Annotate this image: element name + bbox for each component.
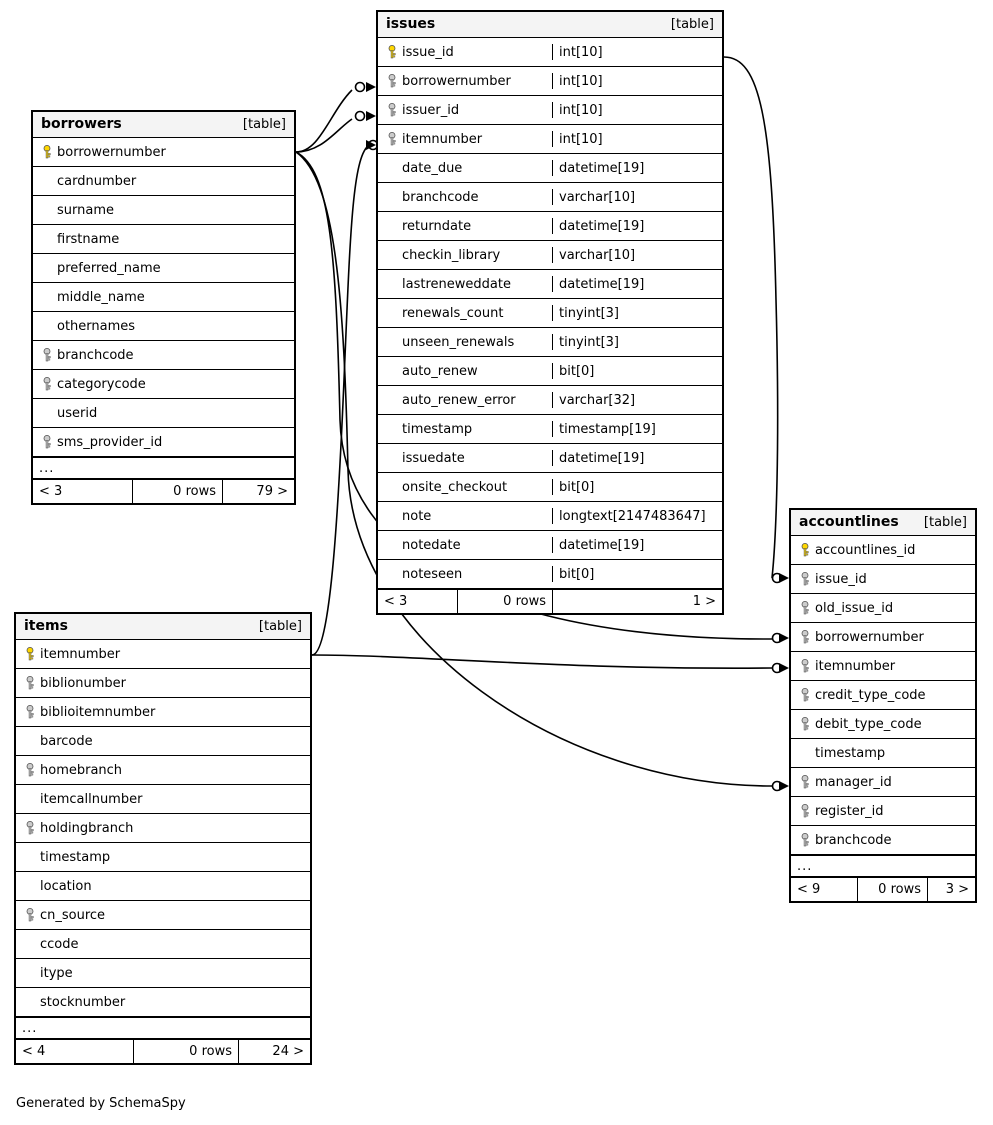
table-row[interactable] <box>378 531 722 560</box>
column-type: datetime[19] <box>559 450 645 466</box>
column-name-cell <box>378 363 553 379</box>
column-name-cell <box>16 762 310 778</box>
column-name: debit_type_code <box>815 716 922 732</box>
table-row[interactable] <box>378 560 722 589</box>
table-row[interactable] <box>378 299 722 328</box>
table-row[interactable] <box>16 843 310 872</box>
foreign-key-icon <box>797 687 813 703</box>
column-type: bit[0] <box>559 479 595 495</box>
table-row[interactable] <box>16 930 310 959</box>
table-row[interactable] <box>16 756 310 785</box>
column-name: noteseen <box>402 566 463 582</box>
column-name: lastreneweddate <box>402 276 511 292</box>
column-name-cell <box>378 334 553 350</box>
table-accountlines[interactable] <box>789 508 977 903</box>
column-type: datetime[19] <box>559 218 645 234</box>
table-row[interactable] <box>378 38 722 67</box>
column-name-cell <box>378 189 553 205</box>
column-type: varchar[10] <box>559 247 636 263</box>
foreign-key-icon <box>384 131 400 147</box>
table-row[interactable] <box>16 785 310 814</box>
column-name: note <box>402 508 432 524</box>
no-key-spacer <box>22 936 38 952</box>
table-footer-issues <box>378 589 722 613</box>
column-name: biblioitemnumber <box>40 704 156 720</box>
row-count: 0 rows <box>858 878 928 901</box>
column-name-cell <box>378 450 553 466</box>
no-key-spacer <box>39 202 55 218</box>
column-name: unseen_renewals <box>402 334 515 350</box>
more-columns-indicator: ... <box>33 457 294 479</box>
table-header-accountlines[interactable] <box>791 510 975 536</box>
column-name-cell <box>33 405 294 421</box>
column-name-cell <box>791 571 975 587</box>
row-count: 0 rows <box>458 590 553 613</box>
row-count: 0 rows <box>133 480 223 503</box>
column-name: returndate <box>402 218 472 234</box>
table-row[interactable] <box>378 473 722 502</box>
no-key-spacer <box>384 334 400 350</box>
foreign-key-icon <box>797 658 813 674</box>
primary-key-icon <box>39 144 55 160</box>
table-row[interactable] <box>378 444 722 473</box>
no-key-spacer <box>39 231 55 247</box>
table-row[interactable] <box>33 399 294 428</box>
column-name-cell <box>791 629 975 645</box>
column-name-cell <box>16 646 310 662</box>
table-row[interactable] <box>378 328 722 357</box>
table-row[interactable] <box>791 768 975 797</box>
column-type: timestamp[19] <box>559 421 656 437</box>
no-key-spacer <box>384 450 400 466</box>
table-header-items[interactable] <box>16 614 310 640</box>
table-row[interactable] <box>16 901 310 930</box>
column-name-cell <box>378 392 553 408</box>
primary-key-icon <box>797 542 813 558</box>
foreign-key-icon <box>797 832 813 848</box>
table-row[interactable] <box>791 652 975 681</box>
column-name-cell <box>378 479 553 495</box>
column-name: othernames <box>57 318 136 334</box>
foreign-key-icon <box>797 716 813 732</box>
no-key-spacer <box>384 479 400 495</box>
foreign-key-icon <box>22 907 38 923</box>
column-name: renewals_count <box>402 305 504 321</box>
no-key-spacer <box>384 305 400 321</box>
column-type: int[10] <box>559 44 603 60</box>
column-name: surname <box>57 202 114 218</box>
column-name: branchcode <box>402 189 479 205</box>
table-header-issues[interactable] <box>378 12 722 38</box>
column-name: timestamp <box>402 421 473 437</box>
next-tables-button[interactable]: 1 > <box>692 594 716 609</box>
column-name-cell <box>791 687 975 703</box>
table-row[interactable] <box>378 386 722 415</box>
next-tables-button[interactable]: 79 > <box>256 484 288 499</box>
foreign-key-icon <box>797 774 813 790</box>
column-type: bit[0] <box>559 363 595 379</box>
column-name: itemnumber <box>40 646 121 662</box>
column-name-cell <box>378 421 553 437</box>
column-name-cell <box>791 832 975 848</box>
column-type: tinyint[3] <box>559 334 620 350</box>
column-name: borrowernumber <box>402 73 511 89</box>
no-key-spacer <box>22 849 38 865</box>
table-row[interactable] <box>791 681 975 710</box>
column-type: bit[0] <box>559 566 595 582</box>
table-row[interactable] <box>791 710 975 739</box>
column-name-cell <box>791 542 975 558</box>
column-type: int[10] <box>559 102 603 118</box>
column-name: timestamp <box>815 745 886 761</box>
column-type: datetime[19] <box>559 276 645 292</box>
column-name-cell <box>378 537 553 553</box>
column-name-cell <box>16 965 310 981</box>
column-name-cell <box>33 260 294 276</box>
column-name-cell <box>16 849 310 865</box>
no-key-spacer <box>22 878 38 894</box>
no-key-spacer <box>797 745 813 761</box>
table-footer-borrowers <box>33 479 294 503</box>
table-row[interactable] <box>16 988 310 1017</box>
column-name-cell <box>33 434 294 450</box>
column-name-cell <box>378 218 553 234</box>
table-row[interactable] <box>791 826 975 855</box>
column-name: borrowernumber <box>815 629 924 645</box>
column-name-cell <box>16 878 310 894</box>
prev-tables-button[interactable]: < 3 <box>33 480 133 503</box>
primary-key-icon <box>22 646 38 662</box>
column-name: branchcode <box>57 347 134 363</box>
column-name-cell <box>16 704 310 720</box>
foreign-key-icon <box>22 704 38 720</box>
foreign-key-icon <box>797 803 813 819</box>
table-row[interactable] <box>33 283 294 312</box>
no-key-spacer <box>384 566 400 582</box>
column-name-cell <box>791 774 975 790</box>
table-items[interactable] <box>14 612 312 1065</box>
column-name-cell <box>791 745 975 761</box>
column-name-cell <box>791 803 975 819</box>
row-count: 0 rows <box>134 1040 239 1063</box>
column-name-cell <box>16 994 310 1010</box>
no-key-spacer <box>384 276 400 292</box>
table-row[interactable] <box>33 341 294 370</box>
column-name: register_id <box>815 803 884 819</box>
table-type-tag: [table] <box>923 514 967 530</box>
table-row[interactable] <box>378 67 722 96</box>
table-row[interactable] <box>16 814 310 843</box>
column-name: issue_id <box>402 44 454 60</box>
column-name: date_due <box>402 160 463 176</box>
column-type: varchar[32] <box>559 392 636 408</box>
table-row[interactable] <box>16 872 310 901</box>
table-row[interactable] <box>33 312 294 341</box>
table-row[interactable] <box>16 959 310 988</box>
table-footer-items <box>16 1039 310 1063</box>
table-row[interactable] <box>791 565 975 594</box>
no-key-spacer <box>384 421 400 437</box>
column-name-cell <box>378 566 553 582</box>
table-title: accountlines <box>799 514 899 530</box>
table-row[interactable] <box>378 241 722 270</box>
column-name-cell <box>33 144 294 160</box>
foreign-key-icon <box>22 675 38 691</box>
column-name: notedate <box>402 537 461 553</box>
foreign-key-icon <box>384 102 400 118</box>
column-name: cardnumber <box>57 173 137 189</box>
column-name-cell <box>378 276 553 292</box>
no-key-spacer <box>39 405 55 421</box>
no-key-spacer <box>22 965 38 981</box>
column-name-cell <box>33 202 294 218</box>
table-title: items <box>24 618 68 634</box>
no-key-spacer <box>384 508 400 524</box>
column-name: issuer_id <box>402 102 460 118</box>
more-columns-indicator: ... <box>16 1017 310 1039</box>
no-key-spacer <box>384 537 400 553</box>
diagram-caption: Generated by SchemaSpy <box>16 1096 186 1111</box>
column-name-cell <box>33 347 294 363</box>
table-borrowers[interactable] <box>31 110 296 505</box>
next-tables-button[interactable]: 24 > <box>272 1044 304 1059</box>
table-row[interactable] <box>33 196 294 225</box>
column-name-cell <box>791 600 975 616</box>
column-name: auto_renew <box>402 363 478 379</box>
column-name: sms_provider_id <box>57 434 163 450</box>
foreign-key-icon <box>797 629 813 645</box>
table-row[interactable] <box>16 698 310 727</box>
column-type: longtext[2147483647] <box>559 508 706 524</box>
table-row[interactable] <box>33 254 294 283</box>
table-title: borrowers <box>41 116 122 132</box>
column-name: issuedate <box>402 450 465 466</box>
no-key-spacer <box>39 173 55 189</box>
no-key-spacer <box>384 363 400 379</box>
table-row[interactable] <box>378 183 722 212</box>
table-row[interactable] <box>16 727 310 756</box>
column-name: ccode <box>40 936 79 952</box>
column-name: itemnumber <box>815 658 896 674</box>
table-row[interactable] <box>378 270 722 299</box>
column-name-cell <box>378 508 553 524</box>
column-name-cell <box>33 318 294 334</box>
no-key-spacer <box>22 994 38 1010</box>
column-name-cell <box>378 160 553 176</box>
table-row[interactable] <box>791 594 975 623</box>
column-type: datetime[19] <box>559 160 645 176</box>
column-name: preferred_name <box>57 260 161 276</box>
column-name: barcode <box>40 733 93 749</box>
foreign-key-icon <box>39 434 55 450</box>
no-key-spacer <box>39 260 55 276</box>
column-name: auto_renew_error <box>402 392 516 408</box>
column-name: itype <box>40 965 73 981</box>
column-name-cell <box>791 658 975 674</box>
column-type: datetime[19] <box>559 537 645 553</box>
column-name-cell <box>33 231 294 247</box>
table-row[interactable] <box>791 536 975 565</box>
column-name: borrowernumber <box>57 144 166 160</box>
column-name: middle_name <box>57 289 145 305</box>
foreign-key-icon <box>22 820 38 836</box>
foreign-key-icon <box>384 73 400 89</box>
column-name: manager_id <box>815 774 892 790</box>
column-name-cell <box>33 173 294 189</box>
no-key-spacer <box>22 733 38 749</box>
table-footer-accountlines <box>791 877 975 901</box>
column-name-cell <box>378 73 553 89</box>
column-name-cell <box>16 820 310 836</box>
more-columns-indicator: ... <box>791 855 975 877</box>
table-row[interactable] <box>378 125 722 154</box>
table-row[interactable] <box>378 154 722 183</box>
column-name: categorycode <box>57 376 146 392</box>
column-name: credit_type_code <box>815 687 926 703</box>
no-key-spacer <box>39 289 55 305</box>
column-name: firstname <box>57 231 120 247</box>
column-name-cell <box>16 791 310 807</box>
column-name-cell <box>16 936 310 952</box>
foreign-key-icon <box>797 571 813 587</box>
table-row[interactable] <box>378 96 722 125</box>
prev-tables-button[interactable]: < 4 <box>16 1040 134 1063</box>
column-name: stocknumber <box>40 994 126 1010</box>
column-name: cn_source <box>40 907 106 923</box>
column-name-cell <box>378 305 553 321</box>
no-key-spacer <box>384 218 400 234</box>
table-row[interactable] <box>378 415 722 444</box>
column-name-cell <box>378 44 553 60</box>
primary-key-icon <box>384 44 400 60</box>
column-name: accountlines_id <box>815 542 916 558</box>
no-key-spacer <box>384 189 400 205</box>
table-type-tag: [table] <box>670 16 714 32</box>
foreign-key-icon <box>22 762 38 778</box>
table-type-tag: [table] <box>242 116 286 132</box>
no-key-spacer <box>384 392 400 408</box>
column-name: branchcode <box>815 832 892 848</box>
prev-tables-button[interactable]: < 3 <box>378 590 458 613</box>
column-type: int[10] <box>559 73 603 89</box>
table-row[interactable] <box>16 669 310 698</box>
foreign-key-icon <box>39 376 55 392</box>
column-name: issue_id <box>815 571 867 587</box>
table-row[interactable] <box>378 357 722 386</box>
prev-tables-button[interactable]: < 9 <box>791 878 858 901</box>
table-row[interactable] <box>33 167 294 196</box>
no-key-spacer <box>39 318 55 334</box>
no-key-spacer <box>384 160 400 176</box>
no-key-spacer <box>22 791 38 807</box>
column-name-cell <box>16 675 310 691</box>
column-name: biblionumber <box>40 675 127 691</box>
column-name-cell <box>378 131 553 147</box>
column-name: userid <box>57 405 98 421</box>
column-name: old_issue_id <box>815 600 894 616</box>
column-name: location <box>40 878 92 894</box>
foreign-key-icon <box>39 347 55 363</box>
table-row[interactable] <box>16 640 310 669</box>
table-row[interactable] <box>33 370 294 399</box>
table-row[interactable] <box>33 225 294 254</box>
table-row[interactable] <box>33 138 294 167</box>
column-name: itemnumber <box>402 131 483 147</box>
next-tables-button[interactable]: 3 > <box>945 882 969 897</box>
table-row[interactable] <box>378 502 722 531</box>
table-type-tag: [table] <box>258 618 302 634</box>
table-title: issues <box>386 16 436 32</box>
column-type: tinyint[3] <box>559 305 620 321</box>
table-row[interactable] <box>791 797 975 826</box>
column-name-cell <box>33 289 294 305</box>
foreign-key-icon <box>797 600 813 616</box>
column-name-cell <box>791 716 975 732</box>
table-issues[interactable] <box>376 10 724 615</box>
table-row[interactable] <box>378 212 722 241</box>
column-name-cell <box>16 733 310 749</box>
column-name-cell <box>378 247 553 263</box>
column-type: varchar[10] <box>559 189 636 205</box>
column-name-cell <box>378 102 553 118</box>
column-name: homebranch <box>40 762 123 778</box>
column-name-cell <box>33 376 294 392</box>
table-row[interactable] <box>791 739 975 768</box>
column-name: holdingbranch <box>40 820 134 836</box>
table-header-borrowers[interactable] <box>33 112 294 138</box>
column-name: itemcallnumber <box>40 791 143 807</box>
table-row[interactable] <box>791 623 975 652</box>
no-key-spacer <box>384 247 400 263</box>
column-name: onsite_checkout <box>402 479 508 495</box>
column-type: int[10] <box>559 131 603 147</box>
column-name: checkin_library <box>402 247 501 263</box>
column-name: timestamp <box>40 849 111 865</box>
column-name-cell <box>16 907 310 923</box>
table-row[interactable] <box>33 428 294 457</box>
